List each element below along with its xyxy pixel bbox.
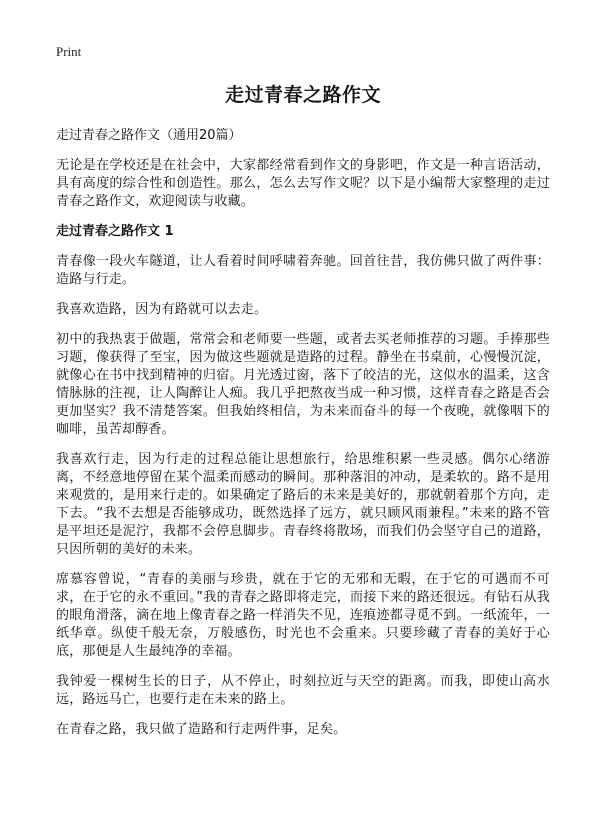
paragraph: 我喜欢造路，因为有路就可以去走。: [56, 302, 268, 317]
document-body: [56, 80, 550, 751]
paragraph: 我喜欢行走，因为行走的过程总能让思想旅行，给思维积累一些灵感。偶尔心绪游离，不经意地停留在某个温柔而感动的瞬间。那种落泪的冲动，是柔软的。路不是用来观赏的，是用来行走的。如果确定了路后的未来是美好的，那就朝着那个方向，走下去。“我不去想是否能够成功，既然选择了远方，就只顾风雨兼程。”未来的路不管是平坦还是泥泞，我都不会停息脚步。青春终将散场，而我们仍会坚守自己的道路，只因所朝的美好的未来。: [56, 452, 550, 557]
paragraph: 初中的我热衷于做题，常常会和老师要一些题，或者去买老师推荐的习题。手捧那些习题，像获得了至宝，因为做这些题就是造路的过程。静坐在书桌前，心慢慢沉淀，就像心在书中找到精神的归宿。月光透过窗，落下了皎洁的光，这似水的温柔，这含情脉脉的注视，让人陶醉让人痴。我几乎把熬夜当成一种习惯，这样青春之路是否会更加坚实？我不清楚答案。但我始终相信，为未来而奋斗的每一个夜晚，就像咽下的咖啡，虽苦却醇香。: [56, 332, 550, 437]
document-subtitle: 走过青春之路作文（通用20篇）: [56, 128, 242, 143]
paragraph: 青春像一段火车隧道，让人看着时间呼啸着奔驰。回首往昔，我仿佛只做了两件事：造路与行走。: [56, 254, 550, 287]
paragraph: 席慕容曾说，“青春的美丽与珍贵，就在于它的无邪和无暇，在于它的可遇而不可求，在于它的永不重回。”我的青春之路即将走完，而接下来的路还很远。有钻石从我的眼角滑落，滴在地上像青春之路一样消失不见，连痕迹都寻觅不到。一纸流年，一纸华章。纵使千般无奈，万般感伤，时光也不会重来。只要珍藏了青春的美好于心底，那便是人生最纯净的幸福。: [56, 572, 550, 659]
page-title: 走过青春之路作文: [224, 84, 381, 106]
paragraph: 在青春之路，我只做了造路和行走两件事，足矣。: [56, 722, 347, 737]
section-heading: 走过青春之路作文 1: [56, 224, 174, 239]
print-link[interactable]: Print: [56, 44, 82, 59]
intro-paragraph: 无论是在学校还是在社会中，大家都经常看到作文的身影吧，作文是一种言语活动，具有高度的综合性和创造性。那么，怎么去写作文呢？以下是小编帮大家整理的走过青春之路作文，欢迎阅读与收藏。: [56, 158, 550, 209]
paragraph: 我钟爱一棵树生长的日子，从不停止，时刻拉近与天空的距离。而我，即使山高水远，路远马亡，也要行走在未来的路上。: [56, 674, 550, 707]
